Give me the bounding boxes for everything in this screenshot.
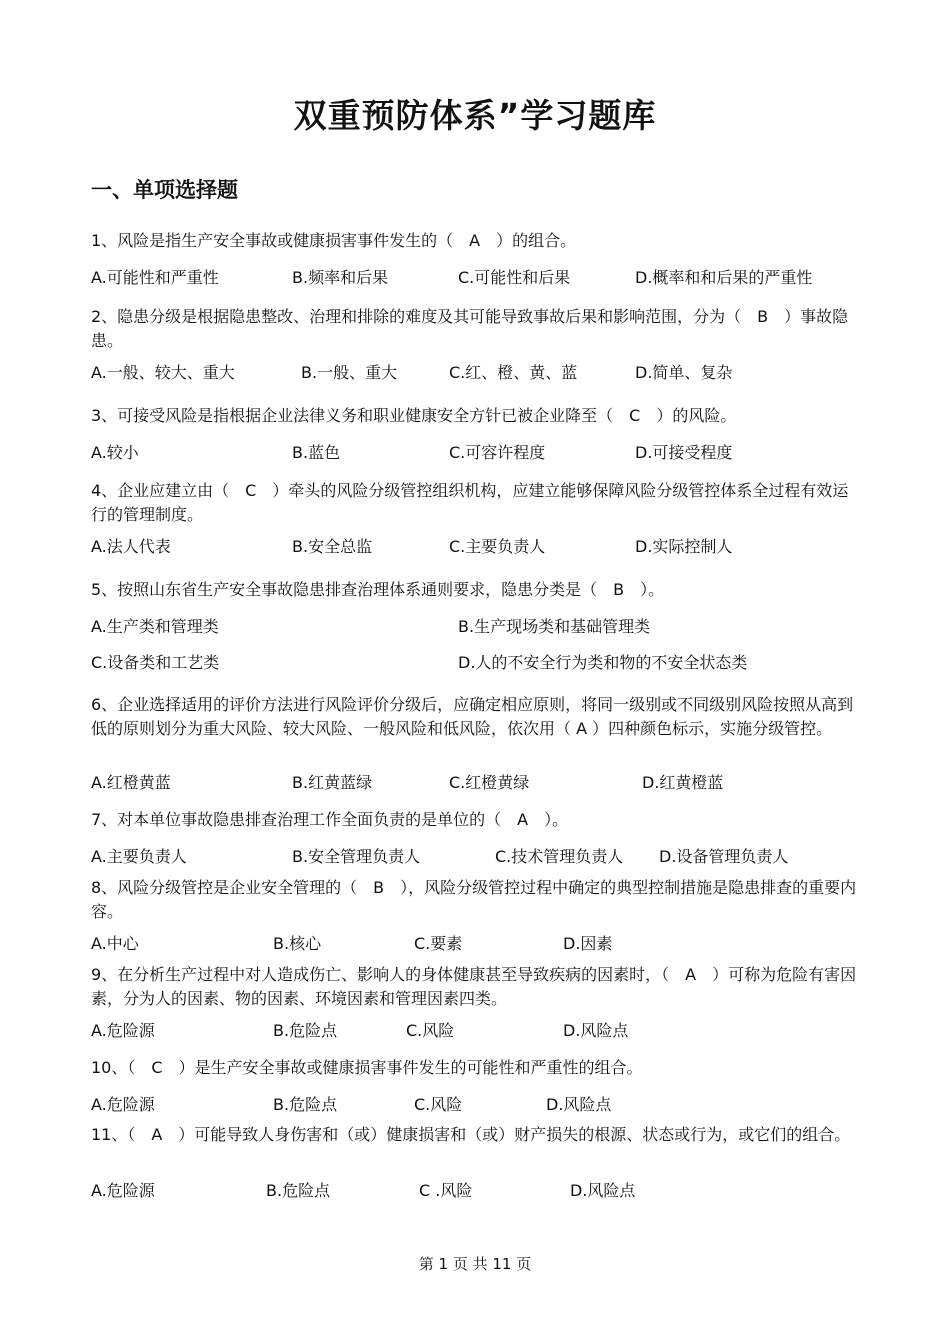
option-c: C .风险: [419, 1181, 473, 1200]
question-9: 9、在分析生产过程中对人造成伤亡、影响人的身体健康甚至导致疾病的因素时，（ A ）可称为危险有害因素，分为人的因素、物的因素、环境因素和管理因素四类。: [91, 965, 857, 1008]
page-title: 双重预防体系”学习题库: [293, 96, 657, 135]
option-b: B.频率和后果: [292, 268, 389, 287]
options-9: [91, 1019, 871, 1043]
question-8: 8、风险分级管控是企业安全管理的（ B ），风险分级管控过程中确定的典型控制措施是隐患排查的重要内容。: [91, 878, 857, 921]
question-5: 5、按照山东省生产安全事故隐患排查治理体系通则要求，隐患分类是（ B ）。: [91, 580, 665, 599]
option-c: C.红橙黄绿: [449, 773, 530, 792]
question-4: 4、企业应建立由（ C ）牵头的风险分级管控组织机构，应建立能够保障风险分级管控体系全过程有效运行的管理制度。: [91, 481, 849, 524]
options-4: [91, 535, 871, 559]
option-d: D.设备管理负责人: [659, 847, 789, 866]
question-11: 11、（ A ）可能导致人身伤害和（或）健康损害和（或）财产损失的根源、状态或行为，或它们的组合。: [91, 1125, 851, 1144]
option-c: C.主要负责人: [449, 537, 546, 556]
options-10: [91, 1093, 871, 1117]
option-c: C.风险: [414, 1095, 463, 1114]
option-d: D.人的不安全行为类和物的不安全状态类: [458, 653, 748, 672]
option-d: D.概率和和后果的严重性: [635, 268, 813, 287]
option-b: B.核心: [273, 934, 322, 953]
option-d: D.因素: [563, 934, 613, 953]
question-6: 6、企业选择适用的评价方法进行风险评价分级后，应确定相应原则，将同一级别或不同级别风险按照从高到低的原则划分为重大风险、较大风险、一般风险和低风险，依次用（ A ）四种颜色标示，实施分级管控。: [91, 695, 854, 738]
option-a: A.较小: [91, 443, 139, 462]
option-a: A.中心: [91, 934, 139, 953]
option-b: B.蓝色: [292, 443, 341, 462]
option-b: B.安全总监: [292, 537, 373, 556]
options-5-row-2: [91, 651, 871, 675]
option-b: B.危险点: [273, 1021, 338, 1040]
option-c: C.风险: [406, 1021, 455, 1040]
question-10: 10、（ C ）是生产安全事故或健康损害事件发生的可能性和严重性的组合。: [91, 1058, 643, 1077]
options-6: [91, 771, 871, 795]
option-c: C.红、橙、黄、蓝: [449, 363, 578, 382]
question-2: 2、隐患分级是根据隐患整改、治理和排除的难度及其可能导致事故后果和影响范围，分为（ B ）事故隐患。: [91, 307, 849, 350]
options-8: [91, 932, 871, 956]
option-a: A.一般、较大、重大: [91, 363, 235, 382]
section-heading: 一、单项选择题: [91, 178, 238, 202]
options-1: [91, 266, 871, 290]
options-3: [91, 441, 871, 465]
page-footer: 第 1 页 共 11 页: [418, 1255, 532, 1273]
option-c: C.可能性和后果: [458, 268, 571, 287]
option-b: B.危险点: [273, 1095, 338, 1114]
option-a: A.可能性和严重性: [91, 268, 219, 287]
question-3: 3、可接受风险是指根据企业法律义务和职业健康安全方针已被企业降至（ C ）的风险。: [91, 406, 737, 425]
option-d: D.实际控制人: [635, 537, 733, 556]
option-a: A.危险源: [91, 1021, 155, 1040]
option-a: A.生产类和管理类: [91, 617, 219, 636]
option-a: A.危险源: [91, 1095, 155, 1114]
options-2: [91, 361, 871, 385]
option-c: C.技术管理负责人: [495, 847, 624, 866]
option-d: D.红黄橙蓝: [642, 773, 724, 792]
option-a: A.法人代表: [91, 537, 171, 556]
option-d: D.简单、复杂: [635, 363, 733, 382]
option-b: B.红黄蓝绿: [292, 773, 373, 792]
option-d: D.风险点: [546, 1095, 612, 1114]
option-a: A.主要负责人: [91, 847, 187, 866]
option-c: C.设备类和工艺类: [91, 653, 220, 672]
option-d: D.可接受程度: [635, 443, 733, 462]
option-a: A.危险源: [91, 1181, 155, 1200]
option-b: B.危险点: [266, 1181, 331, 1200]
options-11: [91, 1179, 871, 1203]
option-a: A.红橙黄蓝: [91, 773, 171, 792]
option-c: C.要素: [414, 934, 463, 953]
option-c: C.可容许程度: [449, 443, 546, 462]
option-d: D.风险点: [570, 1181, 636, 1200]
option-d: D.风险点: [563, 1021, 629, 1040]
option-b: B.一般、重大: [301, 363, 398, 382]
question-7: 7、对本单位事故隐患排查治理工作全面负责的是单位的（ A ）。: [91, 810, 569, 829]
option-b: B.生产现场类和基础管理类: [458, 617, 651, 636]
options-5-row-1: [91, 615, 871, 639]
question-1: 1、风险是指生产安全事故或健康损害事件发生的（ A ）的组合。: [91, 231, 577, 250]
options-7: [91, 845, 871, 869]
option-b: B.安全管理负责人: [292, 847, 421, 866]
